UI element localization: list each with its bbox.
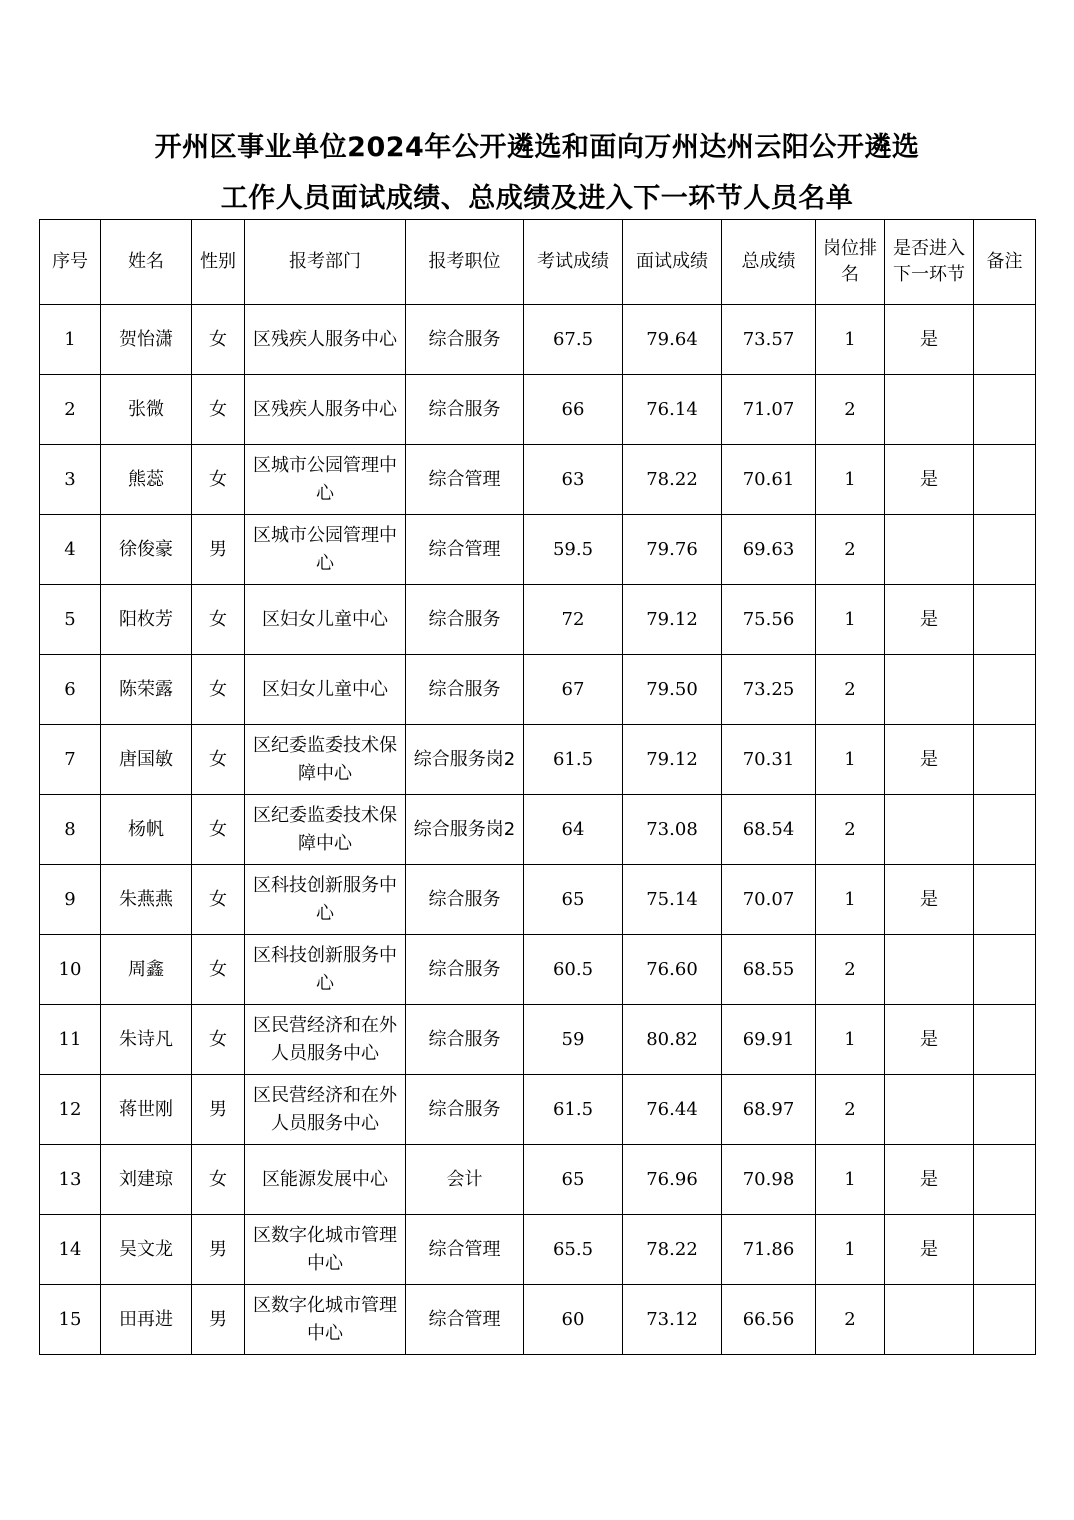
table-row — [40, 585, 1036, 655]
cell-exam-score: 72 — [524, 585, 623, 655]
cell-interview-score: 79.64 — [623, 305, 722, 375]
cell-serial: 14 — [40, 1215, 101, 1285]
table-row — [40, 1005, 1036, 1075]
cell-serial: 12 — [40, 1075, 101, 1145]
cell-exam-score: 67.5 — [524, 305, 623, 375]
cell-name: 田再进 — [101, 1285, 192, 1355]
cell-total-score: 70.31 — [722, 725, 816, 795]
table-row — [40, 1075, 1036, 1145]
cell-department: 区城市公园管理中心 — [245, 445, 406, 515]
cell-interview-score: 75.14 — [623, 865, 722, 935]
table-row — [40, 1145, 1036, 1215]
header-rank: 岗位排名 — [816, 220, 885, 305]
table-row — [40, 445, 1036, 515]
cell-gender: 女 — [192, 795, 245, 865]
cell-position: 综合服务 — [406, 1005, 524, 1075]
cell-serial: 6 — [40, 655, 101, 725]
cell-position: 综合服务岗2 — [406, 795, 524, 865]
cell-exam-score: 64 — [524, 795, 623, 865]
cell-name: 吴文龙 — [101, 1215, 192, 1285]
cell-name: 周鑫 — [101, 935, 192, 1005]
cell-next-stage — [885, 1285, 974, 1355]
cell-department: 区数字化城市管理中心 — [245, 1285, 406, 1355]
cell-interview-score: 79.76 — [623, 515, 722, 585]
cell-position: 综合服务 — [406, 655, 524, 725]
cell-note — [974, 1285, 1036, 1355]
cell-gender: 男 — [192, 1075, 245, 1145]
header-position: 报考职位 — [406, 220, 524, 305]
header-note: 备注 — [974, 220, 1036, 305]
cell-rank: 2 — [816, 935, 885, 1005]
cell-total-score: 75.56 — [722, 585, 816, 655]
cell-department: 区数字化城市管理中心 — [245, 1215, 406, 1285]
cell-gender: 女 — [192, 725, 245, 795]
cell-rank: 1 — [816, 1145, 885, 1215]
cell-position: 综合服务 — [406, 865, 524, 935]
cell-total-score: 71.07 — [722, 375, 816, 445]
cell-note — [974, 1075, 1036, 1145]
cell-name: 贺怡潇 — [101, 305, 192, 375]
cell-name: 刘建琼 — [101, 1145, 192, 1215]
cell-department: 区妇女儿童中心 — [245, 585, 406, 655]
table-row — [40, 305, 1036, 375]
cell-department: 区纪委监委技术保障中心 — [245, 795, 406, 865]
cell-exam-score: 60 — [524, 1285, 623, 1355]
cell-exam-score: 67 — [524, 655, 623, 725]
cell-rank: 1 — [816, 585, 885, 655]
cell-department: 区残疾人服务中心 — [245, 305, 406, 375]
cell-next-stage — [885, 515, 974, 585]
cell-serial: 1 — [40, 305, 101, 375]
cell-name: 朱燕燕 — [101, 865, 192, 935]
cell-serial: 7 — [40, 725, 101, 795]
cell-interview-score: 79.12 — [623, 585, 722, 655]
cell-serial: 8 — [40, 795, 101, 865]
cell-department: 区纪委监委技术保障中心 — [245, 725, 406, 795]
cell-next-stage: 是 — [885, 1145, 974, 1215]
cell-next-stage: 是 — [885, 1215, 974, 1285]
cell-gender: 男 — [192, 515, 245, 585]
cell-rank: 1 — [816, 725, 885, 795]
cell-note — [974, 795, 1036, 865]
cell-exam-score: 61.5 — [524, 1075, 623, 1145]
cell-interview-score: 79.12 — [623, 725, 722, 795]
cell-position: 综合服务 — [406, 305, 524, 375]
cell-interview-score: 76.44 — [623, 1075, 722, 1145]
cell-exam-score: 59 — [524, 1005, 623, 1075]
cell-note — [974, 375, 1036, 445]
cell-note — [974, 1145, 1036, 1215]
cell-name: 熊蕊 — [101, 445, 192, 515]
cell-note — [974, 515, 1036, 585]
cell-gender: 男 — [192, 1215, 245, 1285]
cell-interview-score: 76.96 — [623, 1145, 722, 1215]
cell-department: 区科技创新服务中心 — [245, 865, 406, 935]
cell-interview-score: 78.22 — [623, 445, 722, 515]
header-exam-score: 考试成绩 — [524, 220, 623, 305]
cell-serial: 2 — [40, 375, 101, 445]
table-row — [40, 795, 1036, 865]
cell-exam-score: 65 — [524, 1145, 623, 1215]
cell-name: 张微 — [101, 375, 192, 445]
cell-note — [974, 1215, 1036, 1285]
cell-interview-score: 79.50 — [623, 655, 722, 725]
cell-position: 综合服务岗2 — [406, 725, 524, 795]
cell-next-stage: 是 — [885, 865, 974, 935]
cell-next-stage — [885, 375, 974, 445]
cell-name: 阳枚芳 — [101, 585, 192, 655]
cell-rank: 2 — [816, 515, 885, 585]
cell-interview-score: 73.12 — [623, 1285, 722, 1355]
cell-position: 综合服务 — [406, 585, 524, 655]
cell-name: 朱诗凡 — [101, 1005, 192, 1075]
header-next-stage: 是否进入下一环节 — [885, 220, 974, 305]
cell-next-stage: 是 — [885, 585, 974, 655]
cell-position: 综合服务 — [406, 375, 524, 445]
cell-department: 区能源发展中心 — [245, 1145, 406, 1215]
cell-next-stage — [885, 935, 974, 1005]
cell-rank: 2 — [816, 1075, 885, 1145]
cell-serial: 11 — [40, 1005, 101, 1075]
cell-total-score: 70.98 — [722, 1145, 816, 1215]
cell-exam-score: 60.5 — [524, 935, 623, 1005]
table-row — [40, 1215, 1036, 1285]
cell-total-score: 70.61 — [722, 445, 816, 515]
cell-serial: 4 — [40, 515, 101, 585]
cell-gender: 女 — [192, 305, 245, 375]
cell-total-score: 68.55 — [722, 935, 816, 1005]
cell-serial: 15 — [40, 1285, 101, 1355]
cell-position: 会计 — [406, 1145, 524, 1215]
header-total-score: 总成绩 — [722, 220, 816, 305]
cell-serial: 10 — [40, 935, 101, 1005]
header-serial: 序号 — [40, 220, 101, 305]
cell-total-score: 73.57 — [722, 305, 816, 375]
table-row — [40, 515, 1036, 585]
results-table — [39, 219, 1036, 1355]
cell-rank: 1 — [816, 1215, 885, 1285]
cell-position: 综合管理 — [406, 515, 524, 585]
cell-name: 杨帆 — [101, 795, 192, 865]
cell-gender: 女 — [192, 1145, 245, 1215]
table-row — [40, 935, 1036, 1005]
table-row — [40, 865, 1036, 935]
header-name: 姓名 — [101, 220, 192, 305]
cell-gender: 女 — [192, 1005, 245, 1075]
cell-rank: 2 — [816, 1285, 885, 1355]
cell-exam-score: 65 — [524, 865, 623, 935]
cell-department: 区城市公园管理中心 — [245, 515, 406, 585]
cell-department: 区妇女儿童中心 — [245, 655, 406, 725]
cell-next-stage: 是 — [885, 1005, 974, 1075]
cell-department: 区民营经济和在外人员服务中心 — [245, 1005, 406, 1075]
cell-gender: 女 — [192, 655, 245, 725]
cell-note — [974, 445, 1036, 515]
cell-position: 综合管理 — [406, 445, 524, 515]
header-interview-score: 面试成绩 — [623, 220, 722, 305]
cell-total-score: 73.25 — [722, 655, 816, 725]
cell-total-score: 68.97 — [722, 1075, 816, 1145]
cell-serial: 13 — [40, 1145, 101, 1215]
cell-next-stage: 是 — [885, 445, 974, 515]
cell-serial: 9 — [40, 865, 101, 935]
cell-exam-score: 66 — [524, 375, 623, 445]
cell-interview-score: 76.60 — [623, 935, 722, 1005]
cell-exam-score: 65.5 — [524, 1215, 623, 1285]
cell-position: 综合服务 — [406, 935, 524, 1005]
cell-position: 综合服务 — [406, 1075, 524, 1145]
table-row — [40, 655, 1036, 725]
header-gender: 性别 — [192, 220, 245, 305]
cell-total-score: 66.56 — [722, 1285, 816, 1355]
cell-gender: 男 — [192, 1285, 245, 1355]
cell-gender: 女 — [192, 445, 245, 515]
cell-total-score: 69.63 — [722, 515, 816, 585]
cell-interview-score: 78.22 — [623, 1215, 722, 1285]
cell-note — [974, 935, 1036, 1005]
cell-note — [974, 865, 1036, 935]
cell-next-stage — [885, 1075, 974, 1145]
cell-rank: 2 — [816, 795, 885, 865]
cell-next-stage: 是 — [885, 725, 974, 795]
cell-gender: 女 — [192, 865, 245, 935]
cell-rank: 1 — [816, 305, 885, 375]
table-header-row — [40, 220, 1036, 305]
cell-gender: 女 — [192, 375, 245, 445]
cell-department: 区民营经济和在外人员服务中心 — [245, 1075, 406, 1145]
cell-note — [974, 1005, 1036, 1075]
cell-rank: 2 — [816, 375, 885, 445]
cell-interview-score: 73.08 — [623, 795, 722, 865]
document-title-line-2: 工作人员面试成绩、总成绩及进入下一环节人员名单 — [220, 183, 854, 214]
cell-rank: 1 — [816, 1005, 885, 1075]
cell-name: 陈荣露 — [101, 655, 192, 725]
table-row — [40, 1285, 1036, 1355]
cell-interview-score: 80.82 — [623, 1005, 722, 1075]
cell-total-score: 71.86 — [722, 1215, 816, 1285]
cell-department: 区残疾人服务中心 — [245, 375, 406, 445]
cell-serial: 3 — [40, 445, 101, 515]
cell-exam-score: 63 — [524, 445, 623, 515]
cell-total-score: 68.54 — [722, 795, 816, 865]
cell-rank: 1 — [816, 445, 885, 515]
cell-exam-score: 59.5 — [524, 515, 623, 585]
cell-gender: 女 — [192, 935, 245, 1005]
cell-rank: 2 — [816, 655, 885, 725]
cell-note — [974, 585, 1036, 655]
cell-exam-score: 61.5 — [524, 725, 623, 795]
header-department: 报考部门 — [245, 220, 406, 305]
cell-next-stage — [885, 655, 974, 725]
cell-total-score: 70.07 — [722, 865, 816, 935]
cell-name: 唐国敏 — [101, 725, 192, 795]
cell-note — [974, 305, 1036, 375]
cell-gender: 女 — [192, 585, 245, 655]
cell-note — [974, 655, 1036, 725]
cell-name: 蒋世刚 — [101, 1075, 192, 1145]
cell-next-stage — [885, 795, 974, 865]
cell-next-stage: 是 — [885, 305, 974, 375]
cell-name: 徐俊豪 — [101, 515, 192, 585]
cell-rank: 1 — [816, 865, 885, 935]
cell-interview-score: 76.14 — [623, 375, 722, 445]
cell-total-score: 69.91 — [722, 1005, 816, 1075]
table-row — [40, 375, 1036, 445]
cell-note — [974, 725, 1036, 795]
cell-position: 综合管理 — [406, 1215, 524, 1285]
cell-position: 综合管理 — [406, 1285, 524, 1355]
cell-serial: 5 — [40, 585, 101, 655]
document-title-line-1: 开州区事业单位2024年公开遴选和面向万州达州云阳公开遴选 — [154, 132, 920, 163]
cell-department: 区科技创新服务中心 — [245, 935, 406, 1005]
table-row — [40, 725, 1036, 795]
